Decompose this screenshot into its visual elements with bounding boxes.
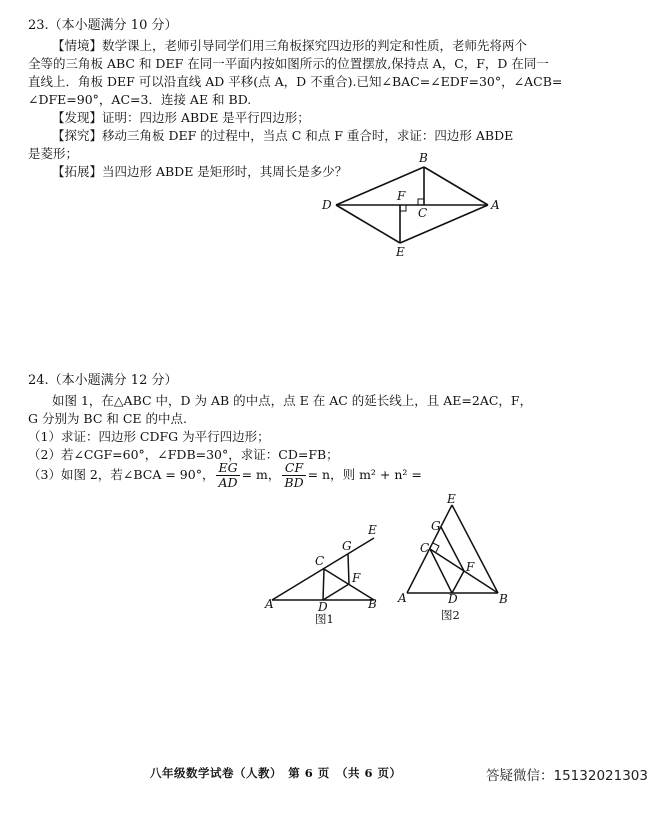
right-angle-mark-c xyxy=(418,199,424,205)
line-DE xyxy=(336,205,400,243)
q23-title: 23.（本小题满分 10 分） xyxy=(28,18,178,33)
fraction-numerator: CF xyxy=(282,461,305,476)
q24-title: 24.（本小题满分 12 分） xyxy=(28,373,178,388)
q23-text-line-1: 【情境】数学课上，老师引导同学们用三角板探究四边形的判定和性质，老师先将两个 xyxy=(52,38,528,53)
q23-figure xyxy=(300,145,530,265)
fig1-label-F: F xyxy=(352,571,361,585)
fig1-caption: 图1 xyxy=(315,612,334,626)
fig2-caption: 图2 xyxy=(441,608,460,622)
q24-text-line-2: G 分别为 BC 和 CE 的中点. xyxy=(28,411,187,426)
fig2-label-F: F xyxy=(466,560,475,574)
contact-watermark: 答疑微信：15132021303 xyxy=(486,768,648,784)
fraction-denominator: AD xyxy=(218,475,238,490)
line-EA xyxy=(400,205,488,243)
q24-figure-2 xyxy=(395,492,515,627)
fig2-label-G: G xyxy=(431,519,441,533)
fig1-label-E: E xyxy=(368,523,377,537)
q24-part3-prefix: （3）如图 2，若∠BCA = 90°， xyxy=(28,467,215,482)
q24-figure-1 xyxy=(262,520,392,630)
q23-text-line-4: ∠DFE=90°，AC=3．连接 AE 和 BD. xyxy=(28,92,252,107)
label-D: D xyxy=(322,198,332,212)
line-CD xyxy=(323,569,324,600)
fig1-label-G: G xyxy=(342,539,352,553)
fig2-label-A: A xyxy=(398,591,407,605)
q24-eq-n: = n，则 m² + n² = xyxy=(307,467,422,482)
fig1-label-C: C xyxy=(315,554,325,568)
fig2-label-D: D xyxy=(448,592,458,606)
q24-text-line-1: 如图 1，在△ABC 中，D 为 AB 的中点，点 E 在 AC 的延长线上，且 AE=2AC，F， xyxy=(52,393,533,408)
fig1-label-A: A xyxy=(265,597,274,611)
fig2-label-B: B xyxy=(499,592,508,606)
line-DB xyxy=(336,167,424,205)
q23-text-line-6: 【探究】移动三角板 DEF 的过程中，当点 C 和点 F 重合时，求证：四边形 ABDE xyxy=(52,128,514,143)
q23-text-line-5: 【发现】证明：四边形 ABDE 是平行四边形； xyxy=(52,110,310,125)
label-F: F xyxy=(397,189,406,203)
label-E: E xyxy=(396,245,405,259)
q23-text-line-7: 是菱形； xyxy=(28,146,79,161)
q24-eq-m: = m， xyxy=(241,467,281,482)
fig2-label-E: E xyxy=(447,492,456,506)
label-B: B xyxy=(419,151,428,165)
fraction-cf-bd xyxy=(282,461,305,490)
fig1-label-D: D xyxy=(318,600,328,614)
fraction-numerator: EG xyxy=(218,460,238,475)
fraction-eg-ad xyxy=(216,461,239,490)
label-C: C xyxy=(418,206,428,220)
q24-text-line-4: （2）若∠CGF=60°，∠FDB=30°，求证：CD=FB； xyxy=(28,447,339,462)
q24-text-line-5 xyxy=(28,458,422,492)
line-GF xyxy=(348,554,349,584)
right-angle-mark-f xyxy=(400,205,406,211)
q23-text-line-8: 【拓展】当四边形 ABDE 是矩形时，其周长是多少？ xyxy=(52,164,348,179)
label-A: A xyxy=(491,198,500,212)
line-BA xyxy=(424,167,488,205)
fig2-label-C: C xyxy=(420,541,430,555)
q23-text-line-2: 全等的三角板 ABC 和 DEF 在同一平面内按如图所示的位置摆放,保持点 A，C，F，D 在同一 xyxy=(28,56,549,71)
q23-text-line-3: 直线上．角板 DEF 可以沿直线 AD 平移(点 A，D 不重合).已知∠BAC=∠EDF=30°，∠ACB= xyxy=(28,74,563,89)
fraction-denominator: BD xyxy=(284,475,304,490)
line-DF xyxy=(323,584,349,600)
q24-text-line-3: （1）求证：四边形 CDFG 为平行四边形； xyxy=(28,429,270,444)
line-DF xyxy=(452,571,464,593)
fig1-label-B: B xyxy=(368,597,377,611)
page-footer: 八年级数学试卷（人教） 第 6 页 （共 6 页） xyxy=(150,766,402,780)
